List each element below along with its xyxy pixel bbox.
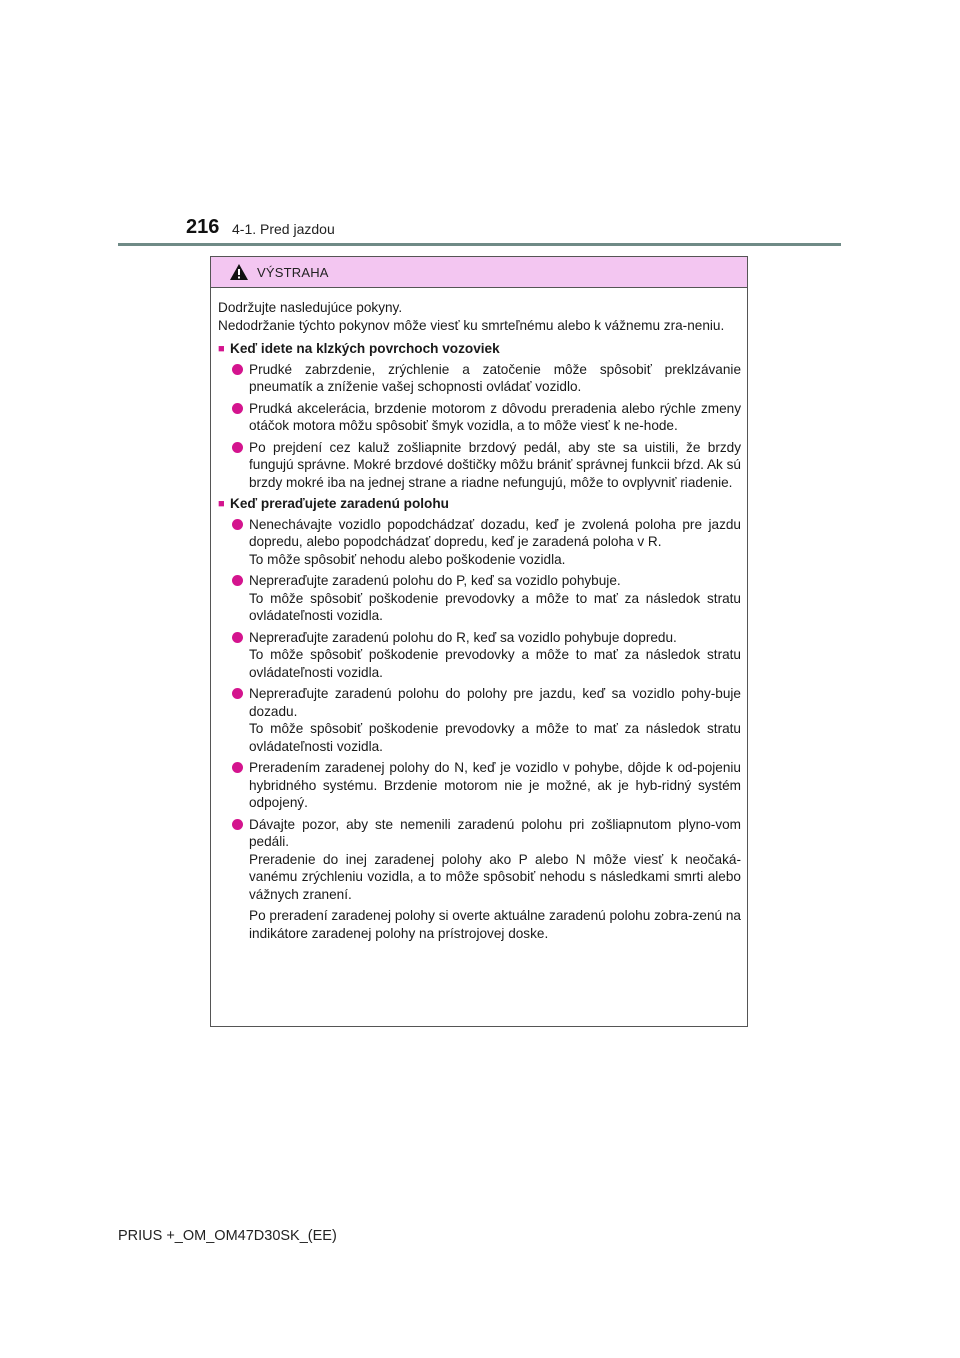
circle-bullet-icon xyxy=(232,762,243,773)
note-paragraph xyxy=(249,907,741,942)
header-rule xyxy=(118,243,841,246)
item-text: To môže spôsobiť poškodenie prevodovky a môže to mať za následok stratu ovládateľnosti vozidla. xyxy=(249,647,741,680)
square-bullet-icon: ■ xyxy=(218,498,225,510)
warning-title: VÝSTRAHA xyxy=(257,264,329,280)
list-item xyxy=(232,759,741,812)
item-text: Nepreraďujte zaradenú polohu do P, keď sa vozidlo pohybuje. xyxy=(249,573,621,588)
warning-triangle-icon xyxy=(229,263,249,281)
item-text: Preradením zaradenej polohy do N, keď je vozidlo v pohybe, dôjde k od-pojeniu hybridného systému. Brzdenie motorom nie je možné, ak je hyb-ridný systém odpojený. xyxy=(249,760,741,810)
warning-box xyxy=(210,256,748,1027)
list-item xyxy=(232,629,741,682)
list-item xyxy=(232,572,741,625)
intro-line: Dodržujte nasledujúce pokyny. xyxy=(218,300,403,315)
circle-bullet-icon xyxy=(232,403,243,414)
section-heading xyxy=(218,495,741,514)
page-number: 216 xyxy=(186,216,220,238)
item-text: Prudké zabrzdenie, zrýchlenie a zatočenie môže spôsobiť preklzávanie pneumatík a zníženie vašej schopnosti ovládať vozidlo. xyxy=(249,361,741,394)
item-text: Preradenie do inej zaradenej polohy ako P alebo N môže viesť k neočaká-vanému zrýchleniu vozidla, a to môže spôsobiť nehodu s následkami smrti alebo vážnych zranení. xyxy=(249,851,741,902)
list-item xyxy=(232,361,741,396)
circle-bullet-icon xyxy=(232,819,243,830)
item-text: To môže spôsobiť poškodenie prevodovky a môže to mať za následok stratu ovládateľnosti vozidla. xyxy=(249,721,741,754)
list-item xyxy=(232,400,741,435)
warning-intro xyxy=(218,299,741,334)
circle-bullet-icon xyxy=(232,575,243,586)
section-heading-text: Keď preraďujete zaradenú polohu xyxy=(230,496,449,511)
section-heading xyxy=(218,340,741,359)
list-item xyxy=(232,685,741,755)
list-item xyxy=(232,439,741,492)
document-code: PRIUS +_OM_OM47D30SK_(EE) xyxy=(118,1228,337,1244)
warning-content xyxy=(211,288,747,942)
circle-bullet-icon xyxy=(232,632,243,643)
section-heading-text: Keď idete na klzkých povrchoch vozoviek xyxy=(230,341,500,356)
section-title: 4-1. Pred jazdou xyxy=(232,221,335,237)
intro-line: Nedodržanie týchto pokynov môže viesť ku smrteľnému alebo k vážnemu zra-neniu. xyxy=(218,317,725,333)
item-text: Nepreraďujte zaradenú polohu do polohy pre jazdu, keď sa vozidlo pohy-buje dozadu. xyxy=(249,686,741,719)
circle-bullet-icon xyxy=(232,442,243,453)
warning-header xyxy=(211,257,747,288)
item-text: To môže spôsobiť nehodu alebo poškodenie vozidla. xyxy=(249,551,566,567)
list-item xyxy=(232,516,741,569)
circle-bullet-icon xyxy=(232,364,243,375)
square-bullet-icon: ■ xyxy=(218,343,225,355)
item-text: Prudká akcelerácia, brzdenie motorom z dôvodu preradenia alebo rýchle zmeny otáčok motora môžu spôsobiť šmyk vozidla, a to môže viesť k ne-hode. xyxy=(249,400,741,433)
note-text: Po preradení zaradenej polohy si overte aktuálne zaradenú polohu zobra-zenú na indikátore zaradenej polohy na prístrojovej doske. xyxy=(249,908,741,941)
list-item xyxy=(232,816,741,904)
item-text: Dávajte pozor, aby ste nemenili zaradenú polohu pri zošliapnutom plyno-vom pedáli. xyxy=(249,816,741,849)
item-text: To môže spôsobiť poškodenie prevodovky a môže to mať za následok stratu ovládateľnosti vozidla. xyxy=(249,590,741,623)
item-text: Po prejdení cez kaluž zošliapnite brzdový pedál, aby ste sa uistili, že brzdy fungujú správne. Mokré brzdové doštičky môžu brániť správnej funkcii bŕzd. Ak sú brzdy mokré iba na jednej strane a riadne nefungujú, môže to ovplyvniť riadenie. xyxy=(249,439,741,490)
item-text: Nepreraďujte zaradenú polohu do R, keď sa vozidlo pohybuje dopredu. xyxy=(249,629,677,645)
circle-bullet-icon xyxy=(232,519,243,530)
circle-bullet-icon xyxy=(232,688,243,699)
item-text: Nenechávajte vozidlo popodchádzať dozadu, keď je zvolená poloha pre jazdu dopredu, alebo popodchádzať dopredu, keď je zaradená poloha v R. xyxy=(249,516,741,549)
